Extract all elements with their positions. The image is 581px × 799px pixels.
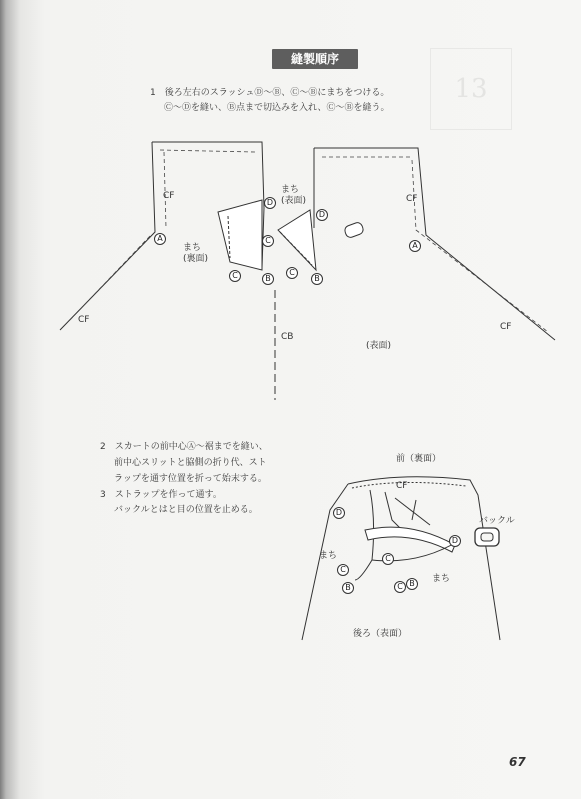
page-number: 67 [509, 755, 526, 769]
step2-line2: 前中心スリットと脇側の折り代、スト [114, 458, 267, 468]
strap-band-1 [365, 527, 455, 552]
point-c-right: C [286, 267, 298, 279]
buckle-label: バックル [479, 516, 515, 526]
point-d-left: D [264, 197, 276, 209]
cf-label-2: CF [396, 481, 408, 491]
point-b-bottom-2: B [406, 578, 418, 590]
point-b-right: B [311, 273, 323, 285]
front-back-label: 前（裏面） [396, 454, 442, 464]
skirt-right-outline [348, 477, 500, 640]
cf-side-left-label: CF [78, 315, 90, 325]
gusset-front-label: まち (表面) [281, 185, 307, 206]
point-a-right: A [409, 240, 421, 252]
cb-label: CB [281, 332, 294, 342]
step1-line2: Ⓒ〜Ⓓを縫い、Ⓑ点まで切込みを入れ、Ⓒ〜Ⓑを縫う。 [164, 103, 390, 113]
gusset-right-label: まち [432, 574, 451, 584]
cf-side-right-label: CF [500, 322, 512, 332]
point-b-left: B [262, 273, 274, 285]
section-title: 縫製順序 [272, 49, 358, 69]
point-d-left-2: D [333, 507, 345, 519]
bleed-through-pattern-number: 13 [430, 48, 512, 130]
cf-top-left-label: CF [163, 191, 175, 201]
cf-top-right-label: CF [406, 194, 418, 204]
step3-line2: バックルとはと目の位置を止める。 [114, 505, 258, 515]
point-c-bottom-2: C [394, 581, 406, 593]
point-c-top-2: C [382, 553, 394, 565]
point-c-left: C [229, 270, 241, 282]
step2-line1: 2 スカートの前中心Ⓐ〜裾までを縫い、 [100, 442, 268, 452]
right-face-label: (表面) [366, 341, 392, 351]
step3-line1: 3 ストラップを作って通す。 [100, 490, 222, 500]
point-d-right: D [316, 209, 328, 221]
point-b-left-2: B [342, 582, 354, 594]
point-c-left-2: C [337, 564, 349, 576]
point-a-left: A [154, 233, 166, 245]
gusset-back-label: まち (裏面) [183, 243, 209, 264]
point-c-top: C [262, 235, 274, 247]
back-right-label: 後ろ（表面） [353, 629, 408, 639]
step1-line1: 1 後ろ左右のスラッシュⒹ〜Ⓑ、Ⓒ〜Ⓑにまちをつける。 [150, 88, 390, 98]
point-d-right-2: D [449, 535, 461, 547]
gusset-left-label: まち [319, 551, 338, 561]
step2-line3: ラップを通す位置を折って始末する。 [114, 474, 267, 484]
